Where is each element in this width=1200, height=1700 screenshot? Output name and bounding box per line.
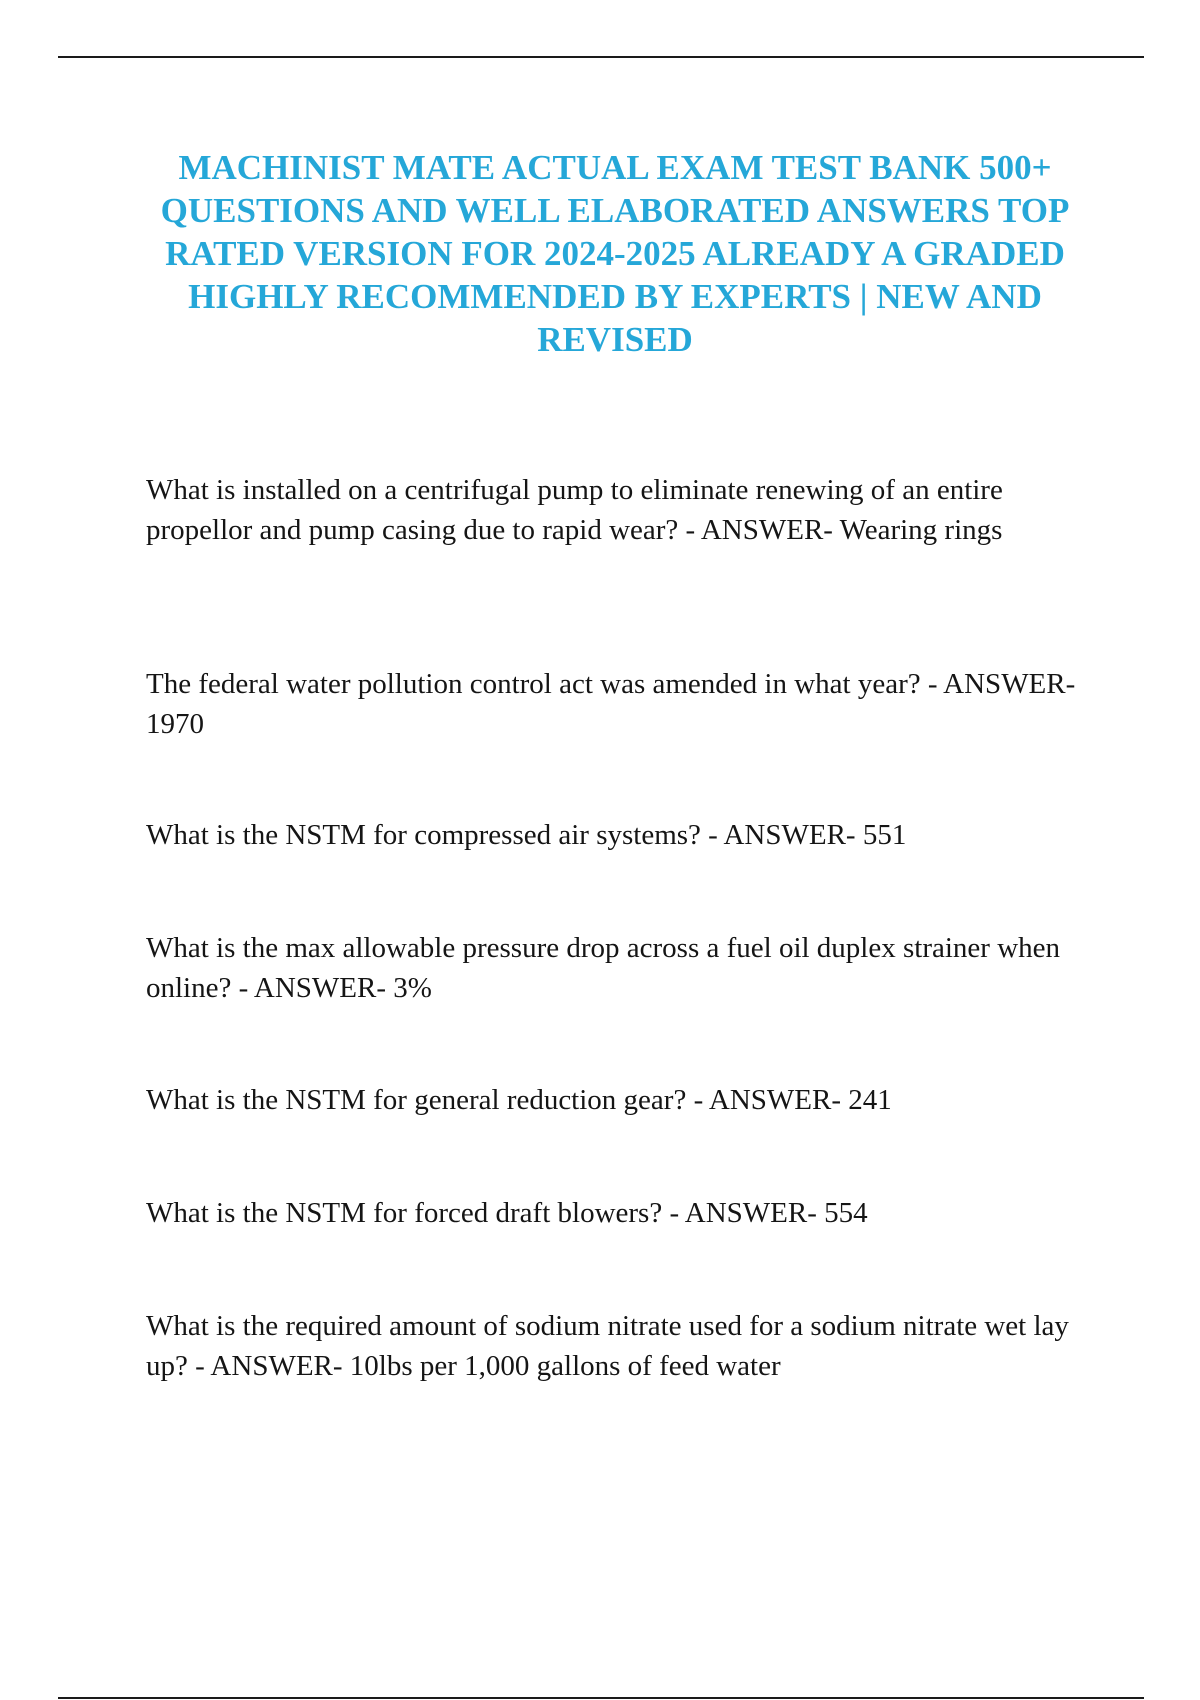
question-answer-item: What is the NSTM for forced draft blowers? - ANSWER- 554 [146,1197,868,1229]
bottom-divider [58,1697,1144,1699]
question-answer-item: What is the NSTM for compressed air systems? - ANSWER- 551 [146,819,907,851]
question-answer-item: What is the NSTM for general reduction gear? - ANSWER- 241 [146,1084,892,1116]
question-answer-item: What is the required amount of sodium nitrate used for a sodium nitrate wet lay up? - ANSWER- 10lbs per 1,000 gallons of feed water [146,1310,1069,1382]
document-title: MACHINIST MATE ACTUAL EXAM TEST BANK 500+ QUESTIONS AND WELL ELABORATED ANSWERS TOP RATED VERSION FOR 2024-2025 ALREADY A GRADED HIGHLY RECOMMENDED BY EXPERTS | NEW AND REVISED [160,148,1070,359]
top-divider [58,56,1144,58]
question-answer-item: The federal water pollution control act was amended in what year? - ANSWER- 1970 [146,668,1076,740]
question-answer-item: What is the max allowable pressure drop across a fuel oil duplex strainer when online? - ANSWER- 3% [146,932,1061,1004]
question-answer-item: What is installed on a centrifugal pump to eliminate renewing of an entire propellor and pump casing due to rapid wear? - ANSWER- Wearing rings [146,474,1003,546]
